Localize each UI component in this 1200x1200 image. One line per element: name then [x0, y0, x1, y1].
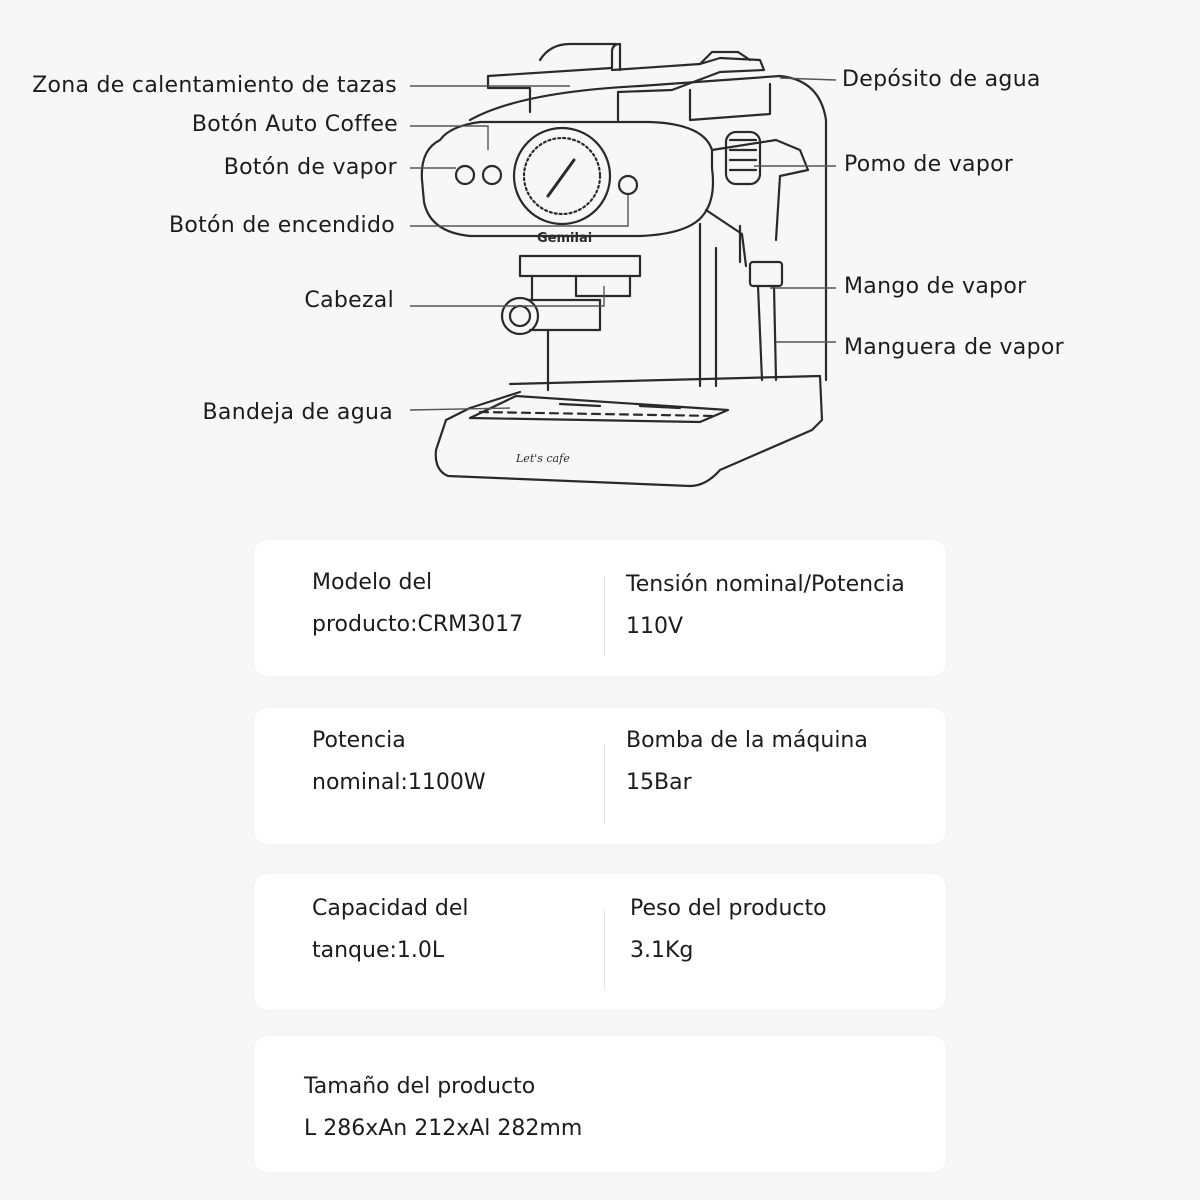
spec-divider — [604, 576, 605, 656]
label-drip-tray: Bandeja de agua — [202, 400, 393, 425]
base-shape — [436, 376, 822, 486]
spec-card-model — [254, 540, 946, 676]
label-water-tank: Depósito de agua — [842, 67, 1041, 92]
label-steam-handle: Mango de vapor — [844, 274, 1027, 299]
label-auto-coffee: Botón Auto Coffee — [191, 112, 398, 137]
spec-voltage: Tensión nominal/Potencia 110V — [626, 572, 905, 639]
spec-divider — [604, 744, 605, 824]
spec-pump: Bomba de la máquina 15Bar — [626, 728, 868, 795]
brand-logo: Gemilai — [537, 231, 593, 246]
spec-weight: Peso del producto 3.1Kg — [630, 896, 827, 963]
spec-tank-capacity: Capacidad del tanque:1.0L — [312, 896, 469, 963]
leader-water-tank — [780, 78, 836, 80]
leader-auto-coffee — [410, 126, 488, 150]
spec-rated-power: Potencia nominal:1100W — [312, 728, 486, 795]
coffee-machine-diagram — [0, 0, 1200, 520]
label-steam-button: Botón de vapor — [223, 155, 397, 180]
label-steam-knob: Pomo de vapor — [844, 152, 1014, 177]
leader-drip-tray — [410, 408, 510, 410]
spec-size: Tamaño del producto L 286xAn 212xAl 282mm — [304, 1074, 583, 1141]
label-power-button: Botón de encendido — [168, 213, 395, 238]
label-cup-warmer: Zona de calentamiento de tazas — [32, 73, 397, 98]
spec-card-power — [254, 708, 946, 844]
spec-card-capacity — [254, 874, 946, 1010]
spec-divider — [604, 910, 605, 990]
label-brew-head: Cabezal — [304, 288, 394, 313]
cup-rail-left — [488, 44, 620, 112]
spec-card-size — [254, 1036, 946, 1172]
signature-logo: Let's cafe — [516, 452, 570, 465]
label-steam-hose: Manguera de vapor — [844, 335, 1064, 360]
spec-model: Modelo del producto:CRM3017 — [312, 570, 524, 637]
